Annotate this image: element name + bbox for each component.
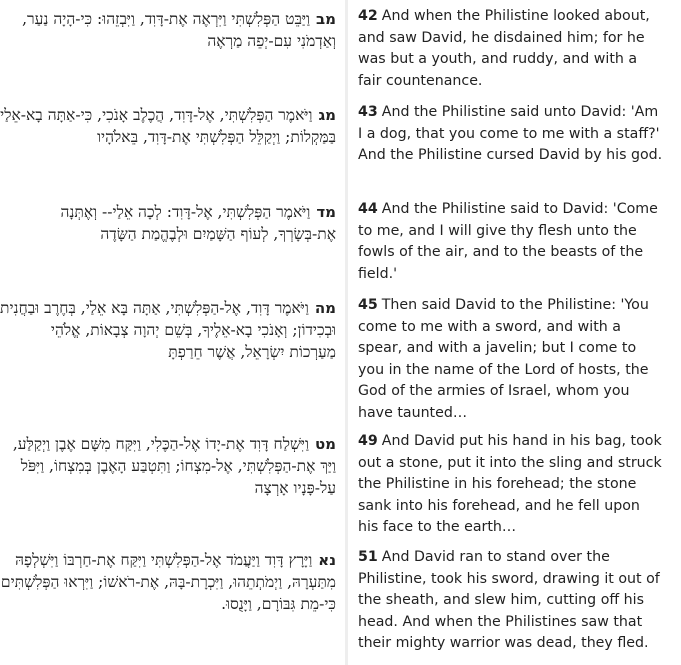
hebrew-verse-text: וַיִּשְׁלַח דָּוִד אֶת-יָדוֹ אֶל-הַכֶּלִי, וַיִּקַּח מִשָּׁם אֶבֶן וַיְקַלַּע, וַיַּךְ אֶת-הַפְּלִשְׁתִּי, אֶל-מִצְחוֹ; וַתִּטְבַּע הָאֶבֶן בְּמִצְחוֹ, וַיִּפֹּל עַל-פָּנָיו אָרְצָה [12,435,336,497]
hebrew-verse [0,433,336,499]
english-verse [358,199,664,285]
hebrew-verse-number: מה [314,299,336,317]
hebrew-verse [0,549,336,615]
english-verse-text: And David put his hand in his bag, took out a stone, put it into the sling and struck the Philistine in his forehead; the stone sank into his forehead, and he fell upon his face to the earth… [358,433,662,535]
hebrew-verse-text: וַיֹּאמֶר הַפְּלִשְׁתִּי, אֶל-דָּוִד: לְכָה אֵלַי-- וְאֶתְּנָה אֶת-בְּשָׂרְךָ, לְעוֹף הַשָּׁמַיִם וּלְבֶהֱמַת הַשָּׂדֶה [60,203,336,243]
english-verse-number: 45 [358,297,378,313]
english-verse [358,431,664,539]
english-verse-text: And the Philistine said unto David: 'Am I a dog, that you come to me with a staff?' And the Philistine cursed David by his god. [358,104,663,163]
english-verse-number: 49 [358,433,378,449]
english-verse-text: Then said David to the Philistine: 'You come to me with a sword, and with a spear, and with a javelin; but I come to you in the name of the Lord of hosts, the God of the armies of Israel, whom you have taunted… [358,297,649,421]
hebrew-verse-text: וַיַּבֵּט הַפְּלִשְׁתִּי וַיִּרְאֶה אֶת-דָּוִד, וַיִּבְזֵהוּ: כִּי-הָיָה נַעַר, וְאַדְמֹנִי עִם-יְפֵה מַרְאֶה [22,10,336,50]
english-verse [358,547,664,655]
hebrew-verse-number: מד [316,203,336,221]
hebrew-verse-text: וַיָּרָץ דָּוִד וַיַּעֲמֹד אֶל-הַפְּלִשְׁתִּי וַיִּקַּח אֶת-חַרְבּוֹ וַיִּשְׁלְפָהּ מִתַּעְרָהּ, וַיְמֹתְתֵהוּ, וַיִּכְרָת-בָּהּ, אֶת-רֹאשׁוֹ; וַיִּרְאוּ הַפְּלִשְׁתִּים כִּי-מֵת גִּבּוֹרָם, וַיָּנֻסוּ. [0,551,336,613]
english-verse [358,102,664,167]
hebrew-verse [0,104,336,148]
english-verse-number: 42 [358,8,378,24]
hebrew-verse-number: מג [318,106,336,124]
hebrew-verse-text: וַיֹּאמֶר דָּוִד, אֶל-הַפְּלִשְׁתִּי, אַתָּה בָּא אֵלַי, בְּחֶרֶב וּבַחֲנִית וּבְכִידוֹן; וְאָנֹכִי בָא-אֵלֶיךָ, בְּשֵׁם יְהוָה צְבָאוֹת, אֱלֹהֵי מַעַרְכוֹת יִשְׂרָאֵל, אֲשֶׁר חֵרַפְתָּ [0,299,336,361]
hebrew-verse-number: מט [314,435,336,453]
english-verse-number: 44 [358,201,378,217]
english-verse-number: 43 [358,104,378,120]
english-verse [358,295,664,424]
hebrew-verse [0,201,336,245]
english-verse-text: And the Philistine said to David: 'Come to me, and I will give thy flesh unto the fowls of the air, and to the beasts of the field.' [358,201,658,282]
column-divider [345,0,348,665]
hebrew-verse-number: מב [315,10,336,28]
hebrew-verse [0,297,336,363]
hebrew-verse-number: נא [318,551,336,569]
hebrew-verse-text: וַיֹּאמֶר הַפְּלִשְׁתִּי, אֶל-דָּוִד, הֲכֶלֶב אָנֹכִי, כִּי-אַתָּה בָא-אֵלַי בַּמַּקְלוֹת; וַיְקַלֵּל הַפְּלִשְׁתִּי אֶת-דָּוִד, בֵּאלֹהָיו [0,106,336,146]
english-verse-text: And when the Philistine looked about, and saw David, he disdained him; for he was but a youth, and ruddy, and with a fair countenance. [358,8,650,89]
hebrew-verse [0,8,336,52]
english-verse [358,6,664,92]
english-verse-text: And David ran to stand over the Philistine, took his sword, drawing it out of the sheath, and slew him, cutting off his head. And when the Philistines saw that their mighty warrior was dead, they fled. [358,549,660,651]
english-verse-number: 51 [358,549,378,565]
